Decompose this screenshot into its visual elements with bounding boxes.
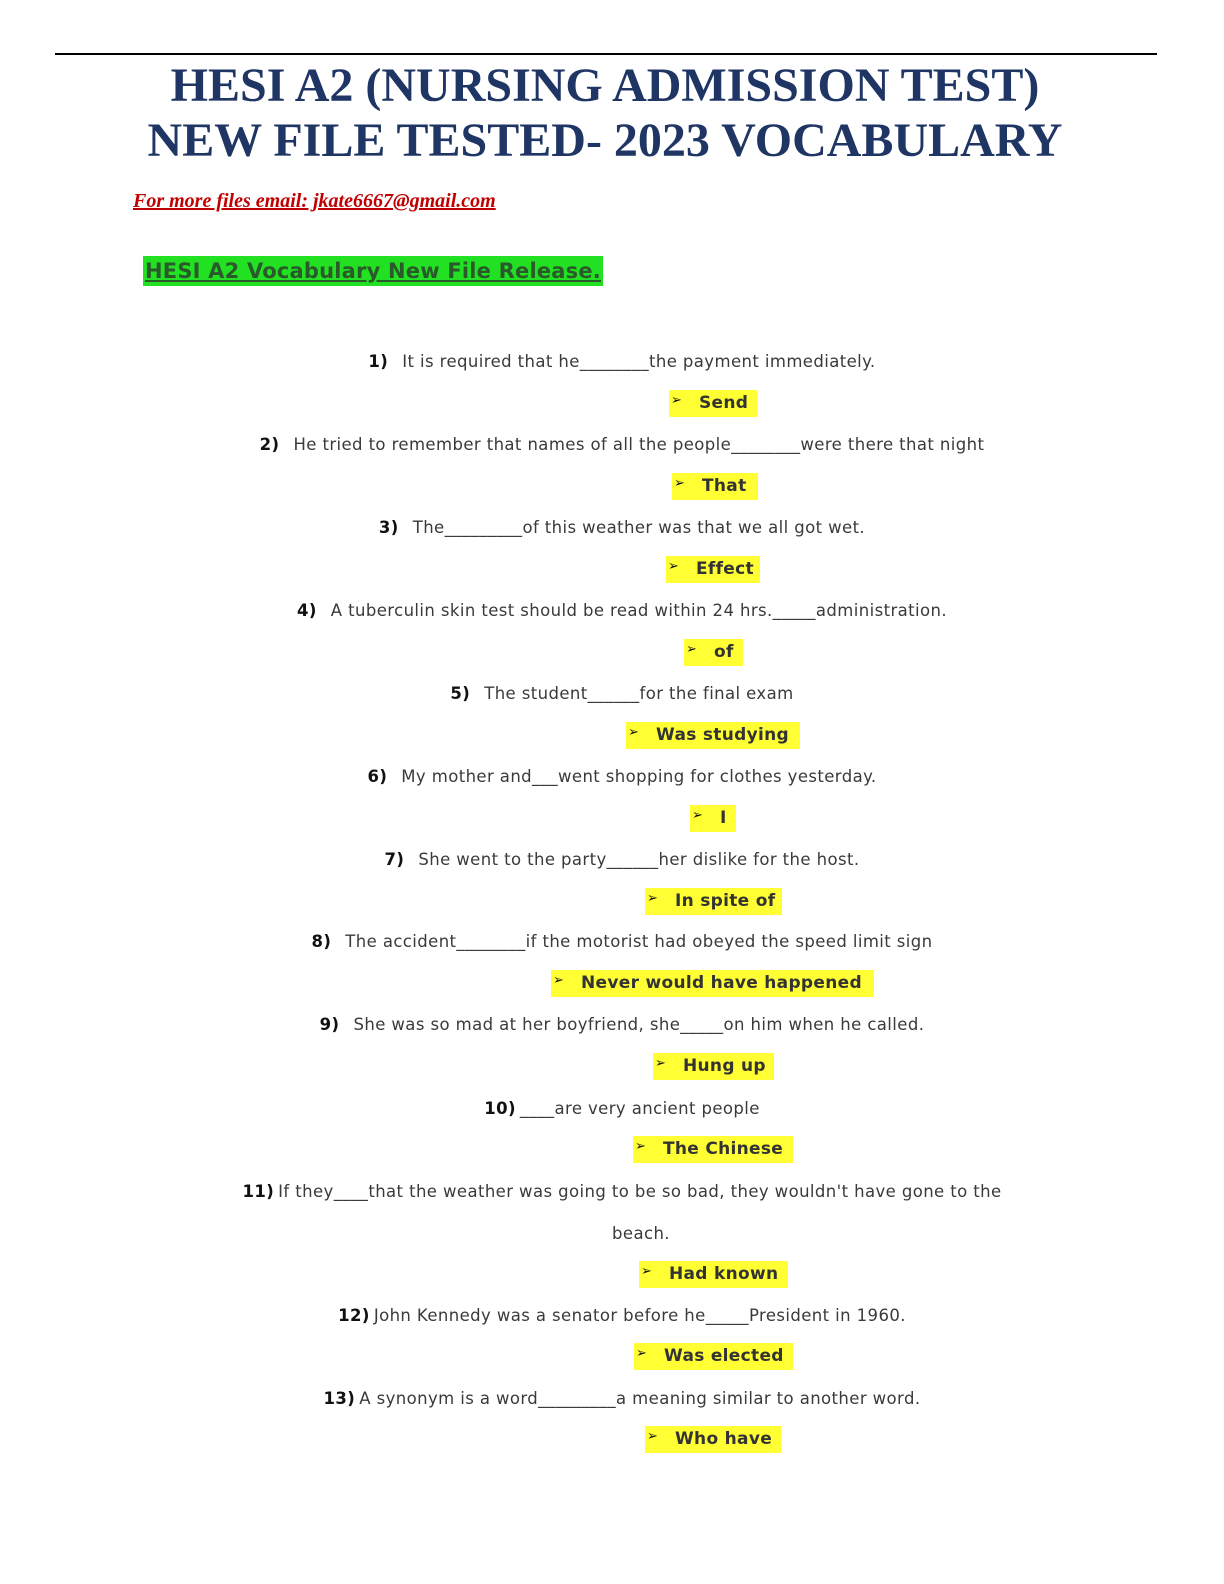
- answer-text: The Chinese: [663, 1139, 784, 1159]
- answer-text: That: [702, 476, 747, 496]
- answer-5: [626, 722, 800, 749]
- answer-text: Was studying: [656, 725, 789, 745]
- question-12: [0, 1306, 1224, 1325]
- answer-12: [634, 1343, 793, 1370]
- question-text: ____are very ancient people: [519, 1099, 760, 1118]
- question-text: My mother and___went shopping for clothes yesterday.: [401, 767, 877, 786]
- answer-7: [645, 888, 782, 915]
- question-number: 7): [384, 850, 405, 869]
- question-4: [0, 601, 1224, 620]
- question-text: John Kennedy was a senator before he_____President in 1960.: [373, 1306, 906, 1325]
- arrow-bullet-icon: ➢: [628, 725, 640, 740]
- question-text: If they____that the weather was going to be so bad, they wouldn't have gone to the: [278, 1182, 1002, 1201]
- arrow-bullet-icon: ➢: [553, 973, 565, 988]
- arrow-bullet-icon: ➢: [647, 1429, 659, 1444]
- answer-text: Had known: [669, 1264, 779, 1284]
- arrow-bullet-icon: ➢: [668, 559, 680, 574]
- answer-1: [669, 390, 757, 417]
- answer-3: [666, 556, 760, 583]
- top-rule: [55, 53, 1157, 55]
- arrow-bullet-icon: ➢: [636, 1346, 648, 1361]
- title-line-1: HESI A2 (NURSING ADMISSION TEST): [170, 59, 1040, 112]
- answer-text: Effect: [696, 559, 754, 579]
- arrow-bullet-icon: ➢: [671, 393, 683, 408]
- question-number: 10): [484, 1099, 516, 1118]
- question-text: She was so mad at her boyfriend, she_____on him when he called.: [353, 1015, 925, 1034]
- answer-4: [684, 639, 743, 666]
- question-number: 5): [450, 684, 471, 703]
- arrow-bullet-icon: ➢: [647, 891, 659, 906]
- question-11-continued: beach.: [612, 1224, 670, 1243]
- contact-email: For more files email: jkate6667@gmail.com: [133, 190, 496, 212]
- question-2: [0, 435, 1224, 454]
- arrow-bullet-icon: ➢: [655, 1056, 667, 1071]
- question-11: [0, 1182, 1224, 1201]
- question-number: 2): [259, 435, 280, 454]
- question-number: 6): [367, 767, 388, 786]
- release-heading: HESI A2 Vocabulary New File Release.: [143, 256, 603, 286]
- question-13: [0, 1389, 1224, 1408]
- question-3: [0, 518, 1224, 537]
- document-title: [0, 58, 1210, 168]
- question-number: 4): [296, 601, 317, 620]
- question-text: The_________of this weather was that we all got wet.: [412, 518, 866, 537]
- arrow-bullet-icon: ➢: [674, 476, 686, 491]
- question-6: [0, 767, 1224, 786]
- arrow-bullet-icon: ➢: [686, 642, 698, 657]
- answer-2: [672, 473, 758, 500]
- question-text: It is required that he________the payment immediately.: [402, 352, 876, 371]
- question-8: [0, 932, 1224, 951]
- question-5: [0, 684, 1224, 703]
- question-text: The student______for the final exam: [484, 684, 794, 703]
- answer-text: Hung up: [683, 1056, 766, 1076]
- question-10: [0, 1099, 1224, 1118]
- question-9: [0, 1015, 1224, 1034]
- question-number: 8): [311, 932, 332, 951]
- answer-6: [690, 805, 736, 832]
- title-line-2: NEW FILE TESTED- 2023 VOCABULARY: [147, 114, 1063, 167]
- answer-text: In spite of: [675, 891, 776, 911]
- arrow-bullet-icon: ➢: [635, 1139, 647, 1154]
- answer-text: I: [720, 808, 727, 828]
- answer-8: [551, 970, 874, 997]
- question-number: 1): [368, 352, 389, 371]
- question-1: [0, 352, 1224, 371]
- answer-text: Never would have happened: [581, 973, 862, 993]
- question-number: 13): [323, 1389, 356, 1408]
- answer-13: [645, 1426, 781, 1453]
- answer-11: [639, 1261, 788, 1288]
- question-number: 11): [242, 1182, 275, 1201]
- question-7: [0, 850, 1224, 869]
- question-text: She went to the party______her dislike for the host.: [418, 850, 860, 869]
- answer-text: of: [714, 642, 734, 662]
- arrow-bullet-icon: ➢: [692, 808, 704, 823]
- question-text: He tried to remember that names of all the people________were there that night: [293, 435, 985, 454]
- question-number: 9): [319, 1015, 340, 1034]
- question-text: The accident________if the motorist had obeyed the speed limit sign: [345, 932, 933, 951]
- answer-9: [653, 1053, 774, 1080]
- question-number: 12): [338, 1306, 370, 1325]
- answer-text: Was elected: [664, 1346, 784, 1366]
- arrow-bullet-icon: ➢: [641, 1264, 653, 1279]
- question-text: A tuberculin skin test should be read within 24 hrs._____administration.: [330, 601, 948, 620]
- answer-text: Who have: [675, 1429, 773, 1449]
- answer-10: [633, 1136, 793, 1163]
- question-number: 3): [378, 518, 399, 537]
- answer-text: Send: [699, 393, 749, 413]
- question-text: A synonym is a word_________a meaning similar to another word.: [359, 1389, 921, 1408]
